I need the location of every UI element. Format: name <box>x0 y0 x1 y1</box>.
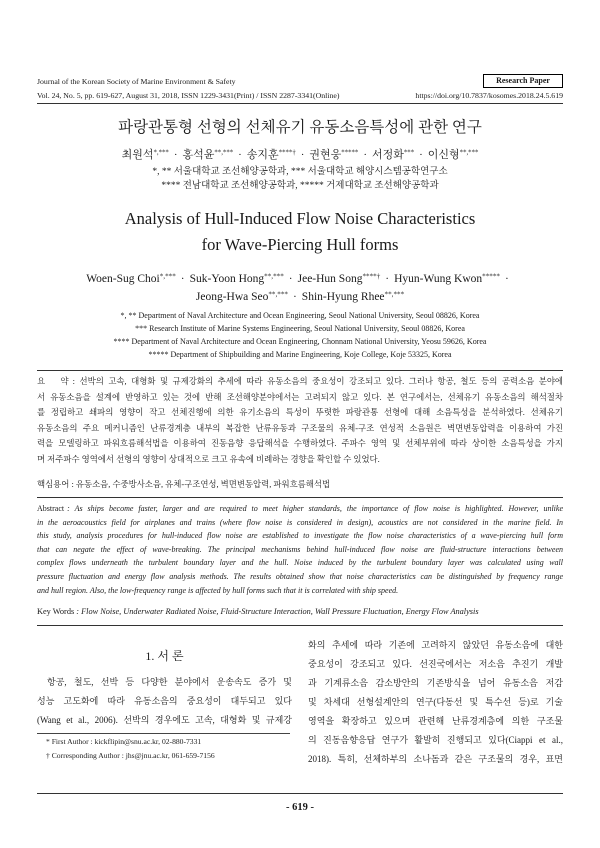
abstract-korean-line: 유동소음의 주요 메커니즘인 난류경계층 내부의 복잡한 난류유동과 구조물의 유체-구조 연성적 소음원은 벽면변동압력을 이용하여 가진 <box>37 423 563 433</box>
affiliation-korean: *, ** 서울대학교 조선해양공학과, *** 서울대학교 해양시스템공학연구소 <box>152 167 448 177</box>
affiliation-korean: **** 전남대학교 조선해양공학과, ***** 거제대학교 조선해양공학과 <box>161 181 439 191</box>
abstract-english-line: pressure fluctuation and energy flow analysis methods. The results obtained show that noise characteristics can be distinguished by frequency range <box>37 571 563 581</box>
keywords-english <box>37 606 563 618</box>
author-name: 이신형 <box>427 149 460 161</box>
article-type-badge: Research Paper <box>483 74 563 88</box>
abstract-rule <box>37 370 563 371</box>
author-separator: · <box>180 273 185 285</box>
author-name: 홍석윤 <box>182 149 215 161</box>
abstract-english-line: in the aeroacoustics field for airplanes and trains (where flow noise is considered in design), acoustics are not considered in the marine field. In <box>37 517 563 527</box>
authors-english <box>0 272 600 287</box>
author-affiliation-mark: *,*** <box>159 272 176 281</box>
body-line: 화의 추세에 따라 기존에 고려하지 않았던 유동소음에 대한 <box>308 640 563 650</box>
body-line: 의 진동음향응답 연구가 활발히 진행되고 있다(Ciappi et al., <box>308 735 563 745</box>
author-separator: · <box>288 273 293 285</box>
page-number: - 619 - <box>286 802 314 813</box>
keywords-korean-text: : 유동소음, 수중방사소음, 유체-구조연성, 벽면변동압력, 파워흐름해석법 <box>71 480 331 489</box>
title-korean: 파랑관통형 선형의 선체유기 유동소음특성에 관한 연구 <box>118 119 482 136</box>
body-line: 중요성이 강조되고 있다. 선진국에서는 저소음 추진기 개발 <box>308 659 563 669</box>
author-affiliation-mark: ***** <box>341 149 359 157</box>
author-name: Woen-Sug Choi <box>86 273 160 285</box>
author-separator: · <box>300 149 305 161</box>
author-separator: · <box>504 273 509 285</box>
author-separator: · <box>173 149 178 161</box>
author-separator: · <box>363 149 367 161</box>
keywords-english-label: Key Words <box>37 607 75 616</box>
abstract-english-line: this study, analysis procedures for hull-induced flow noise are established to investigate the flow noise characteristics of a wave-piercing hull form <box>37 531 563 541</box>
author-affiliation-mark: **,*** <box>459 149 479 157</box>
volume-info: Vol. 24, No. 5, pp. 619-627, August 31, 2018, ISSN 1229-3431(Print) / ISSN 2287-3341(Online) <box>37 91 340 100</box>
author-affiliation-mark: ***** <box>482 272 500 281</box>
body-line: (Wang et al., 2006). 선박의 경우에도 고속, 대형화 및 규제강 <box>37 715 292 725</box>
author-name: Suk-Yoon Hong <box>189 273 265 285</box>
author-name: Hyun-Wung Kwon <box>394 273 483 285</box>
author-affiliation-mark: **,*** <box>214 149 234 157</box>
title-english: Analysis of Hull-Induced Flow Noise Characteristics <box>124 209 476 228</box>
journal-name: Journal of the Korean Society of Marine Environment & Safety <box>37 77 236 86</box>
keywords-korean <box>37 479 563 491</box>
abstract-english-text: : As ships become faster, larger and are required to meet higher standards, the importance of flow noise is highlighted. However, unlike <box>67 504 563 513</box>
abstract-english-line: and hull region. Also, the low-frequency range is affected by hull forms such that it is correlated with ship speed. <box>37 585 399 595</box>
author-separator: · <box>419 149 423 161</box>
abstract-english-line <box>37 502 563 516</box>
body-right-column <box>308 636 563 769</box>
body-line: 성능 고도화에 따라 유동소음의 중요성이 대두되고 있다 <box>37 696 292 706</box>
abstract-english <box>37 502 563 597</box>
author-name: 송지훈 <box>246 149 279 161</box>
body-line: 항공, 철도, 선박 등 다양한 분야에서 운송속도 증가 및 <box>47 677 292 687</box>
abstract-korean <box>37 374 563 468</box>
affiliation-english: **** Department of Naval Architecture and Ocean Engineering, Chonnam National University, Yeosu 59626, Korea <box>113 337 487 346</box>
affiliation-english: *** Research Institute of Marine Systems Engineering, Seoul National University, Seoul 08826, Korea <box>135 324 465 333</box>
keywords-korean-label: 핵심용어 <box>37 480 70 489</box>
footnote-corresponding-author: † Corresponding Author : jhs@jnu.ac.kr, 061-659-7156 <box>46 751 215 760</box>
author-affiliation-mark: **,*** <box>264 272 284 281</box>
body-left-column <box>37 673 292 730</box>
keywords-rule <box>37 625 563 626</box>
footer-rule <box>37 793 563 794</box>
author-name: Jee-Hun Song <box>297 273 363 285</box>
author-separator: · <box>292 291 297 303</box>
body-line: 영역을 확장하고 있으며 관련해 난류경계층에 의한 구조물 <box>308 716 563 726</box>
author-affiliation-mark: *** <box>403 149 415 157</box>
author-name: Shin-Hyung Rhee <box>301 291 385 303</box>
abstract-korean-text: : 선박의 고속, 대형화 및 규제강화의 추세에 따라 유동소음의 중요성이 강조되고 있다. 그러나 항공, 철도 등의 공력소음 분야에 <box>72 377 563 386</box>
author-separator: · <box>385 273 390 285</box>
author-name: 권현웅 <box>309 149 342 161</box>
abstract-korean-line: 며 저주파수 영역에서 선형의 영향이 상대적으로 크고 유속에 비례하는 경향을 확인할 수 있었다. <box>37 454 380 464</box>
footnote-first-author: * First Author : kickflipin@snu.ac.kr, 02-880-7331 <box>46 737 202 746</box>
author-name: Jeong-Hwa Seo <box>195 291 269 303</box>
doi-link[interactable]: https://doi.org/10.7837/kosomes.2018.24.5.619 <box>415 91 563 100</box>
header-rule <box>37 103 563 104</box>
body-line: 및 차세대 선형설계안의 연구(다동선 및 특수선 등)로 기술 <box>308 697 563 707</box>
abstract-korean-label: 요 약 <box>37 377 69 386</box>
title-english: for Wave-Piercing Hull forms <box>201 235 399 254</box>
abstract-english-line: complex flows underneath the turbulent boundary layer and the hull. Noise induced by the turbulent boundary layer was calculated using wall <box>37 558 563 568</box>
keywords-english-text: : Flow Noise, Underwater Radiated Noise, Fluid-Structure Interaction, Wall Pressure Fluctuation, Energy Flow Analysis <box>76 607 479 616</box>
authors-english <box>0 290 600 305</box>
abstract-divider <box>37 497 563 498</box>
author-separator: · <box>238 149 242 161</box>
author-name: 서정화 <box>371 149 404 161</box>
abstract-english-label: Abstract <box>37 504 65 513</box>
abstract-english-line: that can negate the effect of wave-breaking. The principal mechanisms behind hull-induced flow noise are fluid-structure interactions between <box>37 544 563 554</box>
footnote-rule <box>37 733 290 734</box>
author-name: 최원석 <box>121 149 154 161</box>
abstract-korean-line: 서 유동소음을 설계에 반영하고 있는 것에 반해 조선해양분야에서는 고려되지 않고 있다. 본 연구에서는, 선체유기 유동소음의 해석절차 <box>37 392 563 402</box>
body-line: 2018). 특히, 선체하부의 소나돔과 같은 구조물의 경우, 표면 <box>308 754 563 764</box>
author-affiliation-mark: **,*** <box>384 290 405 299</box>
author-affiliation-mark: ****† <box>278 149 296 157</box>
author-affiliation-mark: ****† <box>362 272 381 281</box>
authors-korean <box>0 148 600 163</box>
abstract-korean-line: 를 정립하고 쇄파의 영향이 작고 선체진행에 의한 유기소음의 특성이 뚜렷한 파랑관통 선형에 대해 소음특성을 분석하였다. 선체유기 <box>37 408 563 418</box>
affiliation-english: *, ** Department of Naval Architecture and Ocean Engineering, Seoul National University, Seoul 08826, Korea <box>120 311 480 320</box>
abstract-korean-line <box>37 374 563 390</box>
section-heading: 1. 서 론 <box>145 649 184 663</box>
abstract-korean-line: 력을 모델링하고 파워흐름해석법을 이용하여 진동음향 응답해석을 수행하였다. 주파수 영역 및 선체부위에 따라 상이한 소음특성을 가지 <box>37 439 563 449</box>
affiliation-english: ***** Department of Shipbuilding and Marine Engineering, Koje College, Koje 53325, Korea <box>148 350 452 359</box>
author-affiliation-mark: **,*** <box>268 290 288 299</box>
author-affiliation-mark: *,*** <box>153 149 169 157</box>
body-line: 과 기계류소음 감소방안의 기존방식을 넘어 유동소음 저감 <box>308 678 563 688</box>
